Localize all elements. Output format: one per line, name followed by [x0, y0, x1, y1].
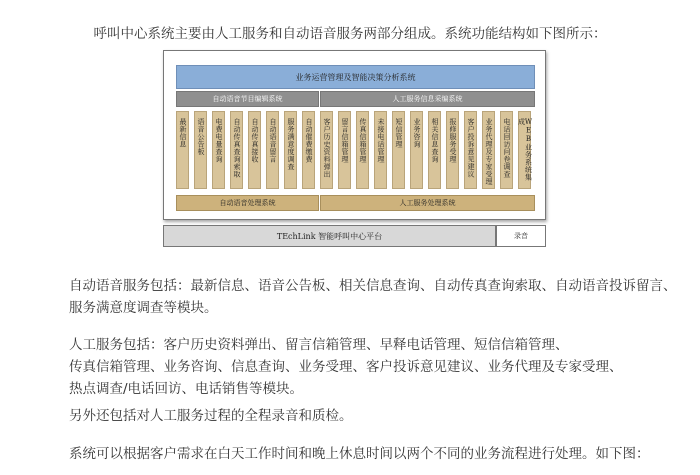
module-label: 电费电量查询 [215, 118, 223, 163]
platform-bar: TEchLink 智能呼叫中心平台 [163, 225, 496, 247]
right-group-bar: 人工服务信息采编系统 [320, 91, 535, 107]
module-label: 自动语音留言 [269, 118, 277, 163]
paragraph-line: 服务满意度调查等模块。 [69, 300, 218, 316]
left-module-column [230, 111, 243, 189]
function-structure-diagram [163, 50, 546, 250]
module-label: 业务代理及专家受理 [485, 118, 493, 186]
right-module-column [482, 111, 495, 189]
left-module-column [194, 111, 207, 189]
module-label: 未接电话管理 [377, 118, 385, 163]
module-label: 客户历史资料弹出 [323, 118, 331, 178]
left-module-column [212, 111, 225, 189]
paragraph-line: 系统可以根据客户需求在白天工作时间和晚上休息时间以两个不同的业务流程进行处理。如下图： [69, 446, 650, 462]
paragraph-line: 自动语音服务包括：最新信息、语音公告板、相关信息查询、自动传真查询索取、自动语音投诉留言、 [69, 278, 677, 294]
module-label: 自动传真接收 [251, 118, 259, 163]
module-label: 相关信息查询 [431, 118, 439, 163]
module-label: 自动传真查询索取 [233, 118, 241, 178]
left-module-column [248, 111, 261, 189]
paragraph-line: 热点调查/电话回访、电话销售等模块。 [69, 381, 304, 397]
recording-box: 录音 [496, 225, 546, 247]
module-label: 电话回访问卷调查 [503, 118, 511, 178]
left-module-column [284, 111, 297, 189]
right-module-column [428, 111, 441, 189]
diagram-frame [163, 50, 546, 220]
right-module-column [392, 111, 405, 189]
module-label: 自动催费缴费 [305, 118, 313, 163]
intro-text: 呼叫中心系统主要由人工服务和自动语音服务两部分组成。系统功能结构如下图所示： [93, 26, 607, 42]
top-system-bar: 业务运营管理及智能决策分析系统 [176, 65, 535, 89]
manual-service-paragraph [69, 334, 623, 400]
module-label: 最新信息 [179, 118, 187, 148]
paragraph-line: 人工服务包括：客户历史资料弹出、留言信箱管理、早释电话管理、短信信箱管理、 [69, 337, 569, 353]
auto-service-paragraph [69, 275, 677, 319]
right-module-column [338, 111, 351, 189]
right-module-column [464, 111, 477, 189]
module-label: 语音公告板 [197, 118, 205, 156]
left-module-column [266, 111, 279, 189]
right-base-bar: 人工服务处理系统 [320, 195, 535, 211]
right-module-column [320, 111, 333, 189]
module-label: 报修服务受理 [449, 118, 457, 163]
module-label: WEB业务系统集成 [517, 118, 533, 181]
right-module-column [500, 111, 513, 189]
right-module-column [410, 111, 423, 189]
right-module-column [374, 111, 387, 189]
paragraph-line: 传真信箱管理、业务咨询、信息查询、业务受理、客户投诉意见建议、业务代理及专家受理、 [69, 359, 623, 375]
module-label: 业务咨询 [413, 118, 421, 148]
left-group-bar: 自动语音节目编辑系统 [176, 91, 319, 107]
left-base-bar: 自动语音处理系统 [176, 195, 319, 211]
workflow-paragraph [69, 443, 650, 465]
recording-paragraph [69, 405, 353, 427]
module-label: 留言信箱管理 [341, 118, 349, 163]
module-label: 短信管理 [395, 118, 403, 148]
module-label: 客户投诉意见建议 [467, 118, 475, 178]
left-module-column [176, 111, 189, 189]
paragraph-line: 另外还包括对人工服务过程的全程录音和质检。 [69, 408, 353, 424]
module-label: 服务满意度调查 [287, 118, 295, 171]
module-label: 传真信箱管理 [359, 118, 367, 163]
right-module-column [446, 111, 459, 189]
right-module-column [356, 111, 369, 189]
right-module-column [518, 111, 531, 189]
left-module-column [302, 111, 315, 189]
